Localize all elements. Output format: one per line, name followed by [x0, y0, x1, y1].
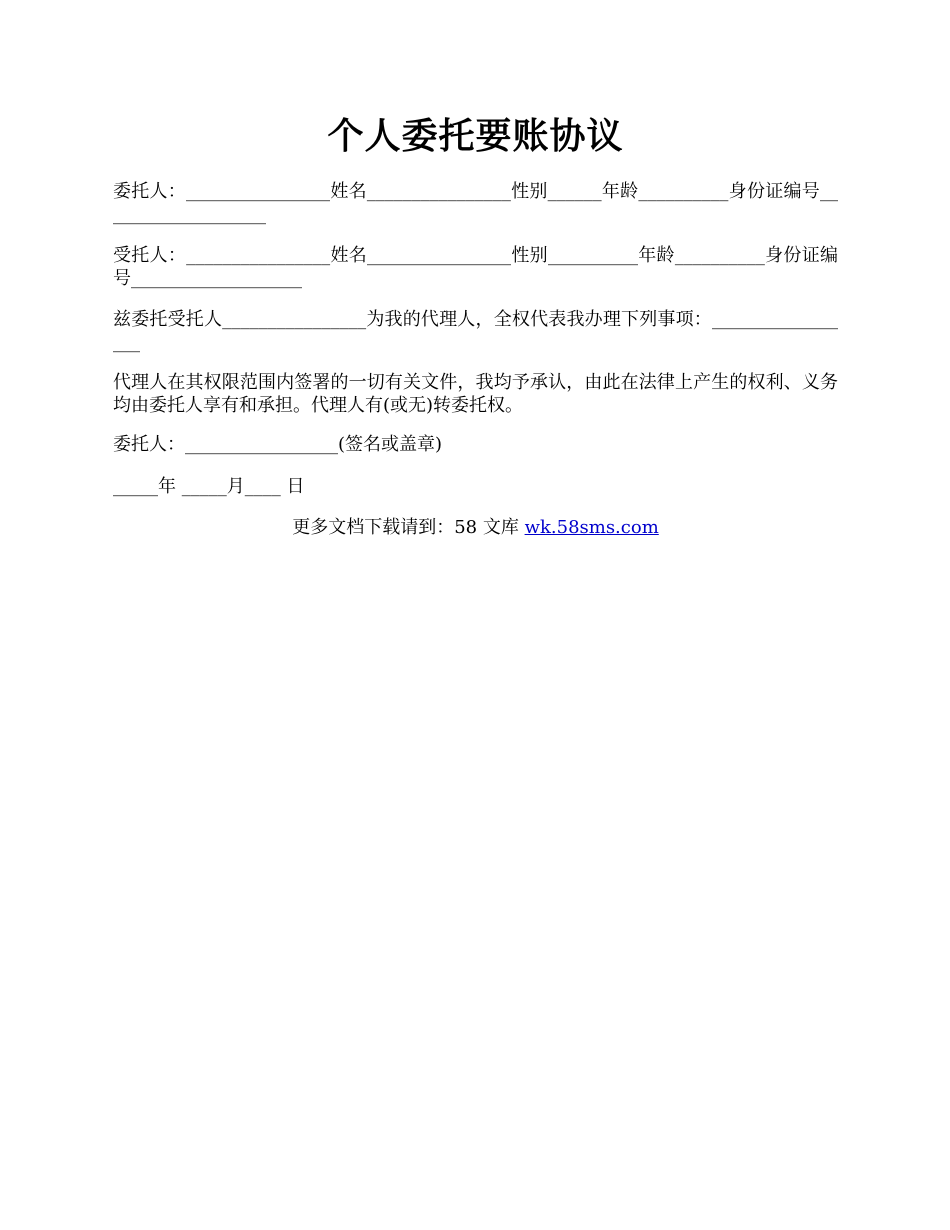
appointment-paragraph: 兹委托受托人________________为我的代理人，全权代表我办理下列事项：_________________	[113, 309, 838, 353]
signature-line: 委托人：_________________(签名或盖章)	[113, 434, 443, 455]
document-title: 个人委托要账协议	[327, 115, 624, 157]
date-line: _____年 _____月____ 日	[113, 476, 305, 497]
footer-link[interactable]: wk.58sms.com	[524, 517, 659, 538]
footer-note	[113, 516, 838, 539]
principal-info-paragraph: 委托人：________________姓名________________性别______年龄__________身份证编号___________________	[113, 181, 838, 225]
agent-info-paragraph: 受托人：________________姓名________________性别__________年龄__________身份证编号___________________	[113, 245, 838, 289]
footer-prefix: 更多文档下载请到：58 文库	[292, 517, 525, 538]
authority-paragraph: 代理人在其权限范围内签署的一切有关文件，我均予承认，由此在法律上产生的权利、义务均由委托人享有和承担。代理人有(或无)转委托权。	[113, 372, 838, 416]
